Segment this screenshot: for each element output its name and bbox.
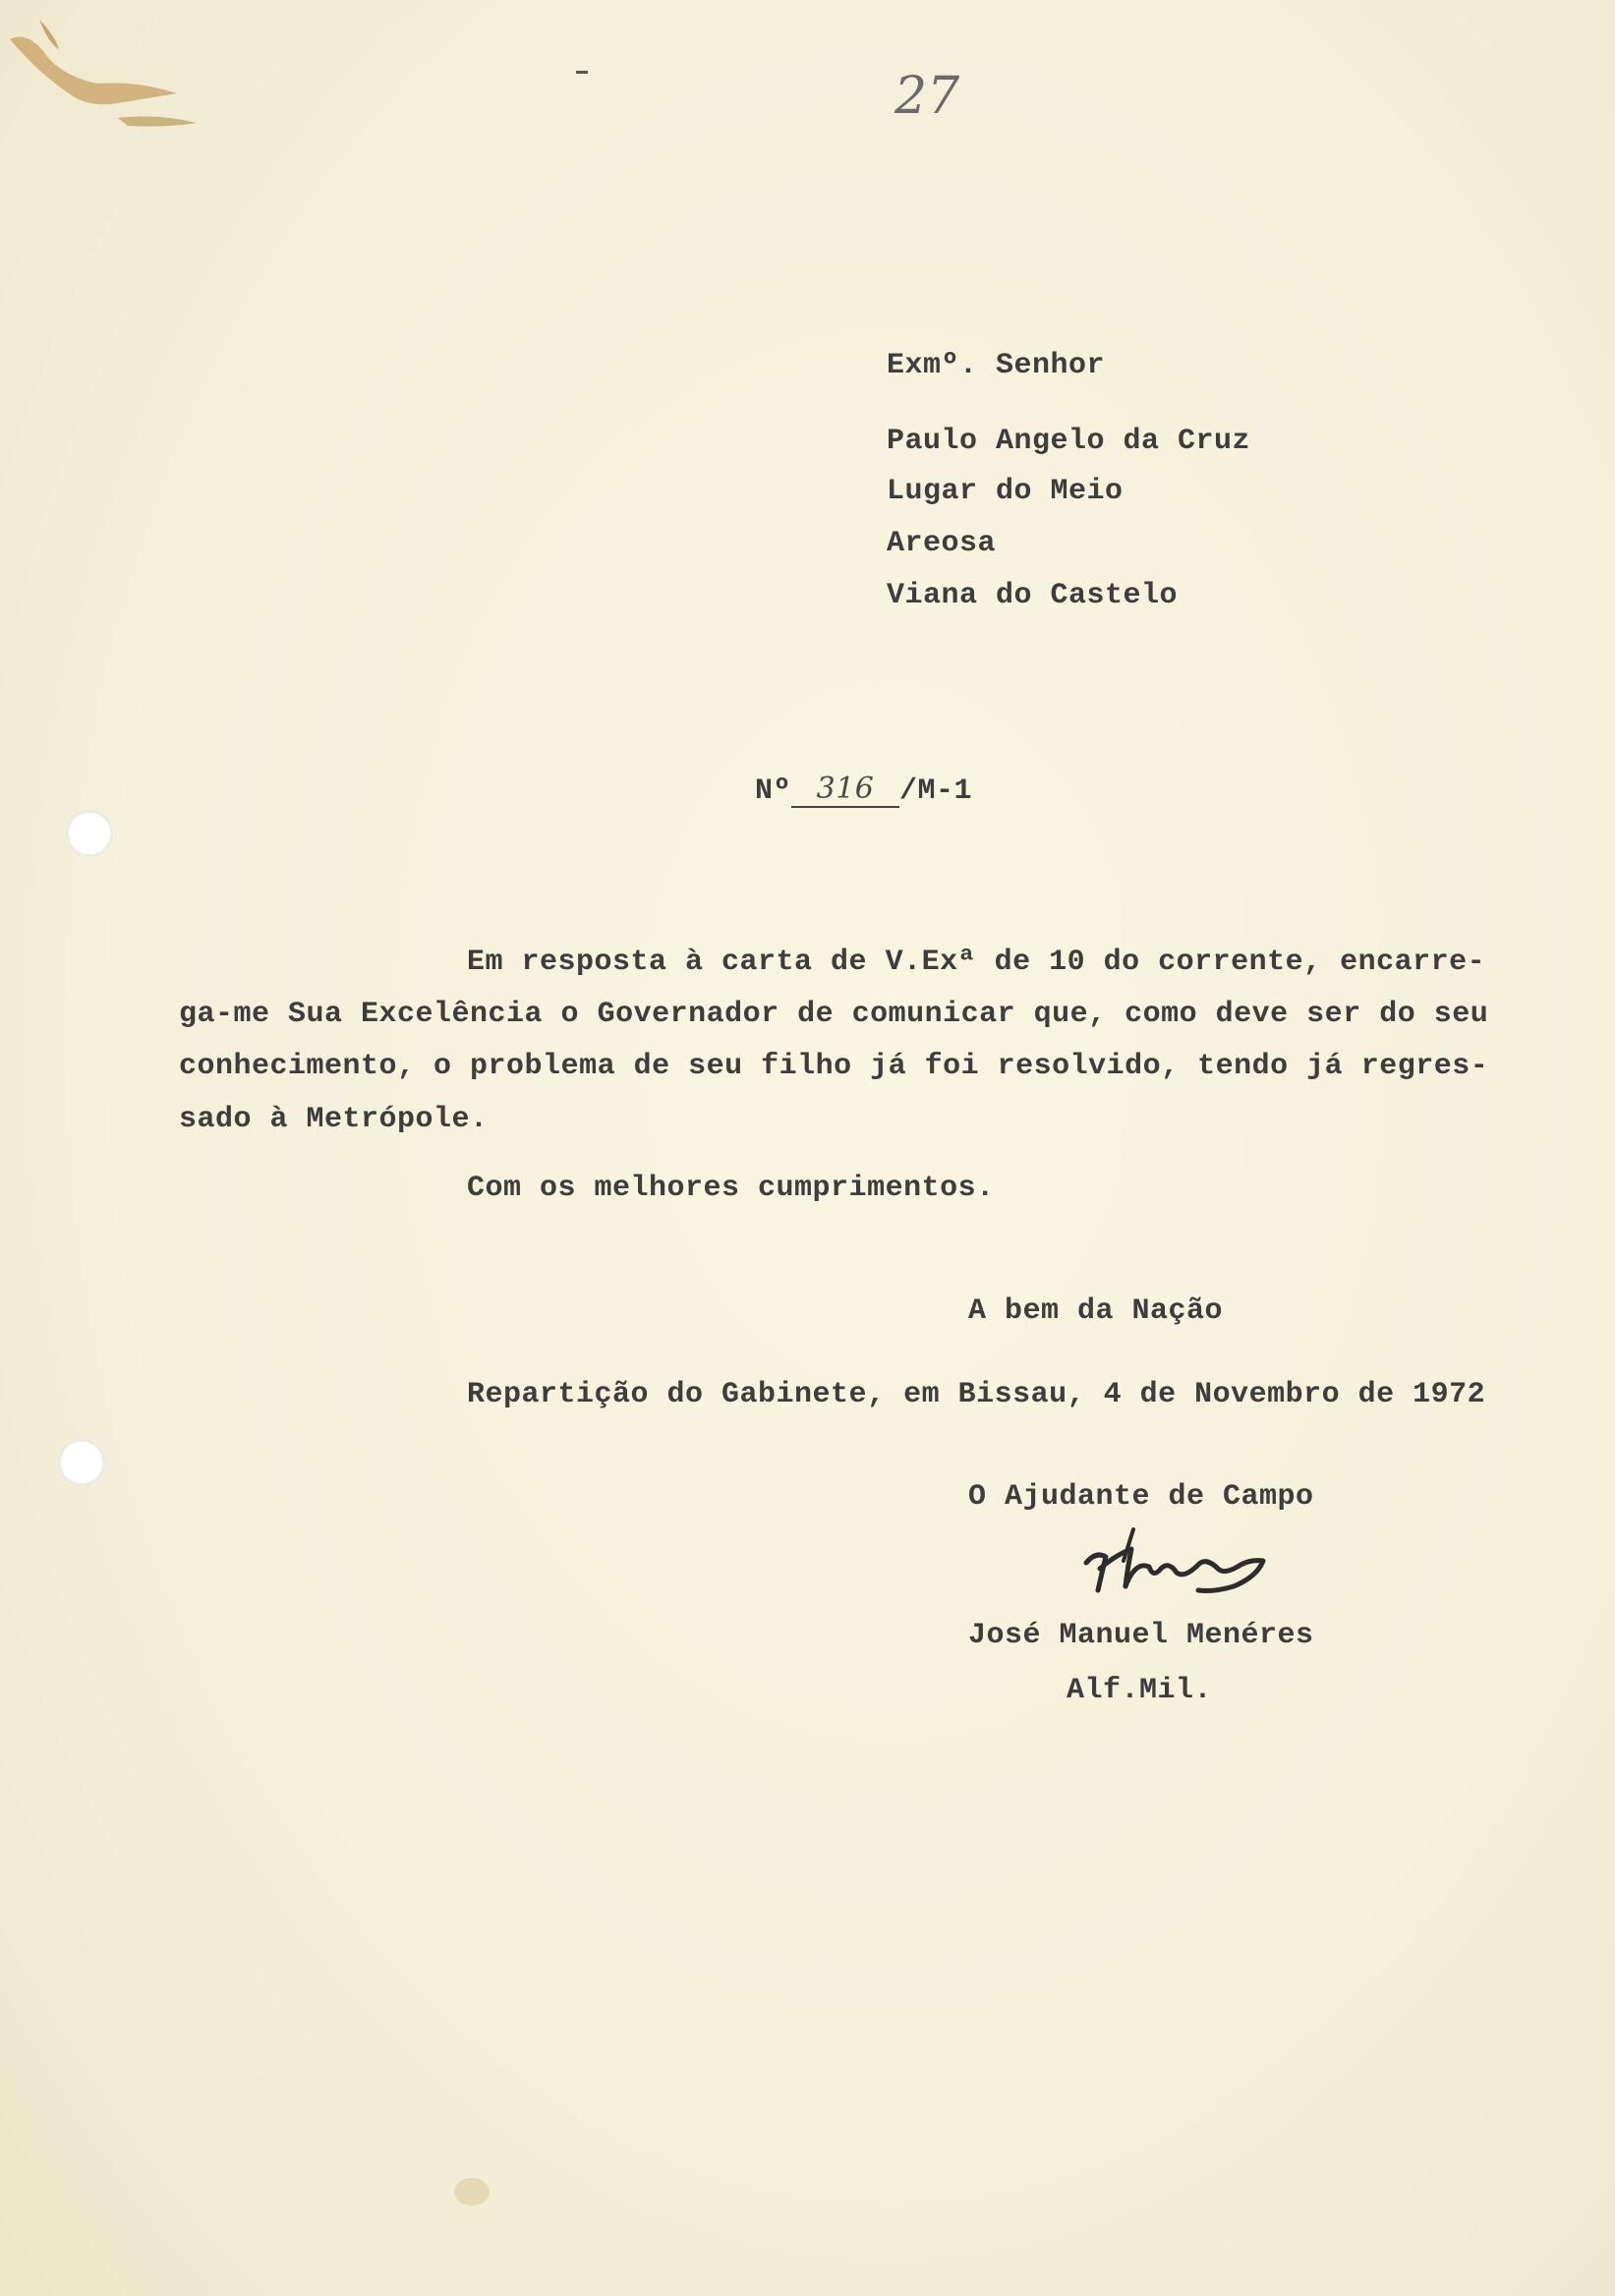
body-line-2: ga-me Sua Excelência o Governador de comunicar que, como deve ser do seu (179, 998, 1489, 1031)
recipient-name: Paulo Angelo da Cruz (887, 425, 1251, 458)
salutation: Exmº. Senhor (887, 349, 1106, 382)
paper-stain-lower (442, 2167, 501, 2216)
signatory-name: José Manuel Menéres (968, 1619, 1314, 1652)
mark-dash (576, 71, 588, 74)
body-line-1: Em resposta à carta de V.Exª de 10 do corrente, encarre- (467, 946, 1486, 979)
reference-number (755, 772, 972, 808)
page-number: 27 (894, 67, 960, 126)
punch-hole-bottom (59, 1440, 104, 1485)
place-date: Repartição do Gabinete, em Bissau, 4 de Novembro de 1972 (467, 1378, 1486, 1411)
body-line-3: conhecimento, o problema de seu filho já foi resolvido, tendo já regres- (179, 1050, 1489, 1083)
paper-stain (0, 0, 216, 147)
signature (1076, 1521, 1302, 1630)
signatory-rank: Alf.Mil. (1067, 1674, 1213, 1707)
closing-line: Com os melhores cumprimentos. (467, 1172, 995, 1205)
recipient-city: Viana do Castelo (887, 579, 1179, 612)
signatory-role: O Ajudante de Campo (968, 1480, 1314, 1514)
motto: A bem da Nação (968, 1294, 1224, 1328)
recipient-address-line2: Areosa (887, 527, 997, 560)
reference-handwritten-number: 316 (791, 772, 899, 808)
punch-hole-top (67, 811, 112, 856)
reference-suffix: /M-1 (899, 775, 973, 808)
reference-prefix: Nº (755, 775, 792, 808)
body-line-4: sado à Metrópole. (179, 1103, 489, 1136)
recipient-address-line1: Lugar do Meio (887, 475, 1124, 508)
